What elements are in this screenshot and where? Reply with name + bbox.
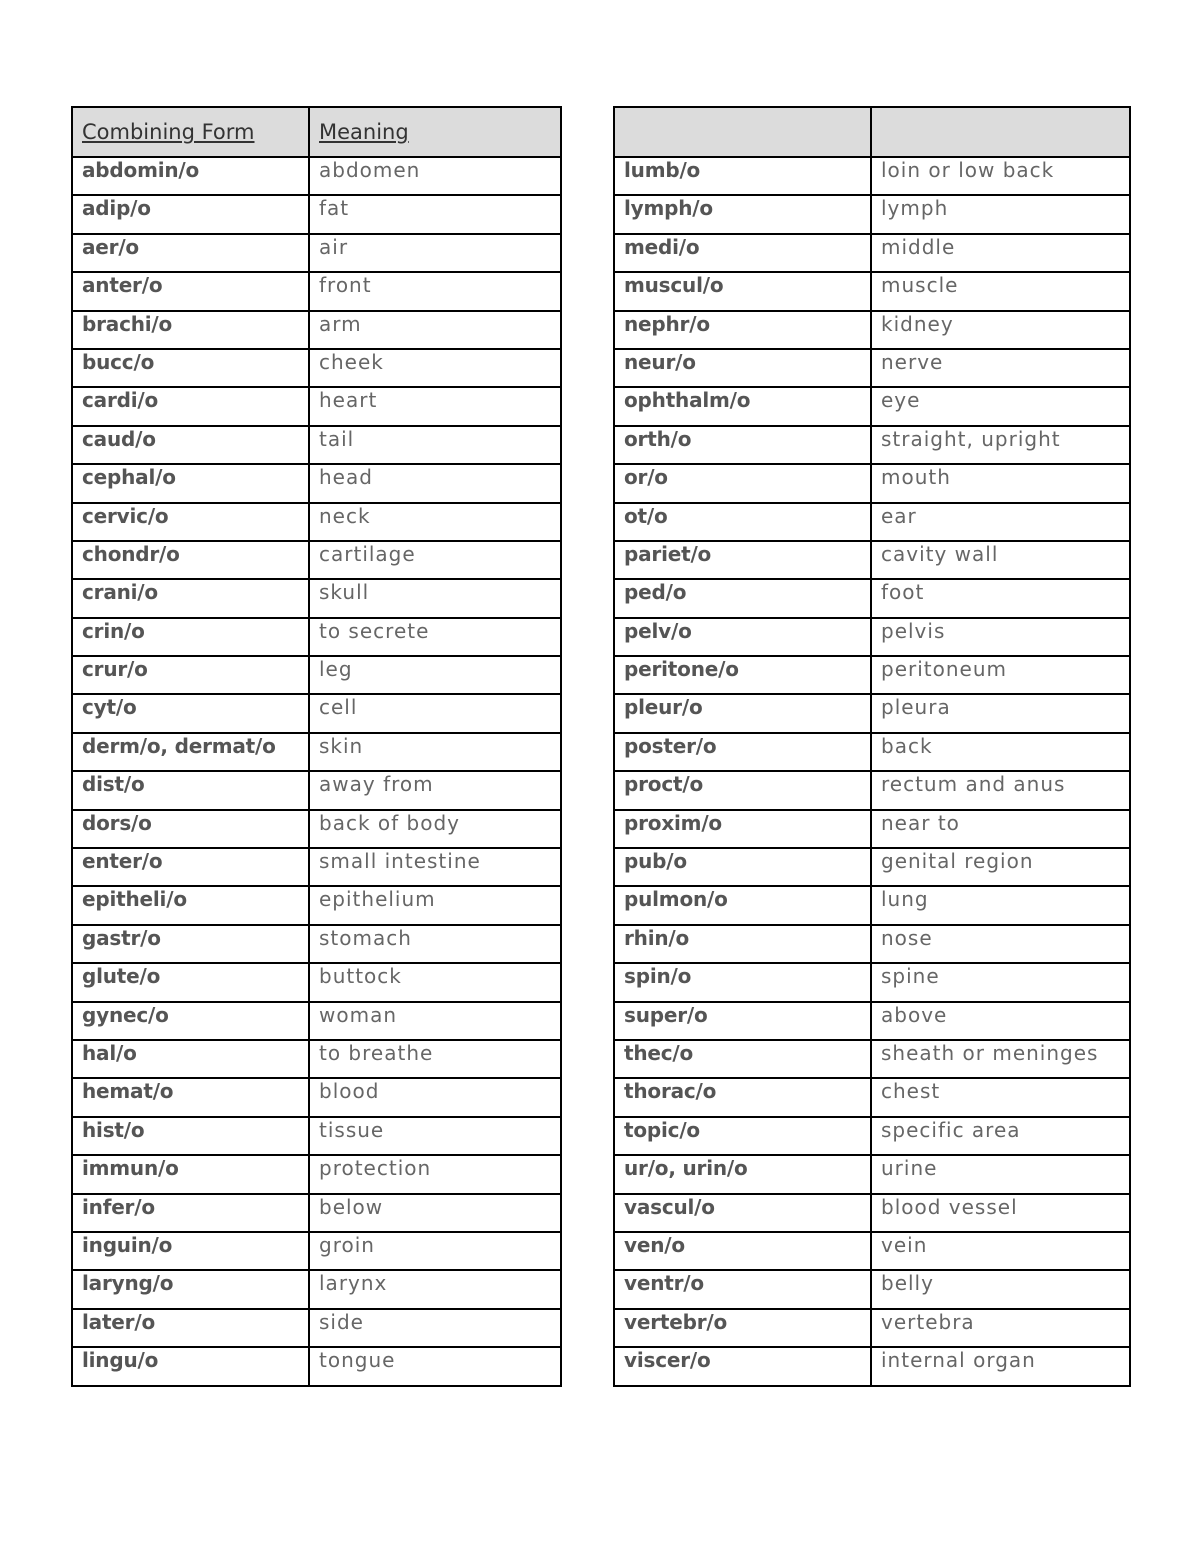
combining-form-cell: adip/o [72,195,309,233]
combining-form-cell: or/o [614,464,871,502]
meaning-cell: straight, upright [871,426,1130,464]
meaning-cell: urine [871,1155,1130,1193]
table-row [614,311,1130,349]
meaning-cell: above [871,1002,1130,1040]
meaning-cell: neck [309,503,561,541]
table-row [72,771,561,809]
meaning-cell: away from [309,771,561,809]
combining-form-cell: peritone/o [614,656,871,694]
table-row [72,1117,561,1155]
combining-form-cell: nephr/o [614,311,871,349]
table-row [614,694,1130,732]
table-row [72,272,561,310]
combining-form-cell: anter/o [72,272,309,310]
table-row [614,1002,1130,1040]
combining-form-cell: muscul/o [614,272,871,310]
table-row [614,195,1130,233]
combining-form-cell: crani/o [72,579,309,617]
meaning-cell: foot [871,579,1130,617]
combining-form-cell: thorac/o [614,1078,871,1116]
table-row [72,1002,561,1040]
combining-form-cell: ped/o [614,579,871,617]
combining-form-cell: pulmon/o [614,886,871,924]
meaning-cell: kidney [871,311,1130,349]
combining-form-cell: proct/o [614,771,871,809]
meaning-cell: lymph [871,195,1130,233]
meaning-cell: to secrete [309,618,561,656]
meaning-cell: near to [871,810,1130,848]
meaning-cell: groin [309,1232,561,1270]
table-row [72,311,561,349]
combining-form-cell: cardi/o [72,387,309,425]
combining-form-cell: super/o [614,1002,871,1040]
table-row [72,464,561,502]
table-row [614,886,1130,924]
table-row [614,234,1130,272]
table-row [614,963,1130,1001]
table-row [614,1194,1130,1232]
header-cell-empty [614,107,871,157]
meaning-cell: specific area [871,1117,1130,1155]
combining-form-cell: dors/o [72,810,309,848]
table-row [72,1309,561,1347]
header-combining-form-label: Combining Form [82,120,255,144]
table-row [72,1078,561,1116]
meaning-cell: abdomen [309,157,561,195]
meaning-cell: skin [309,733,561,771]
combining-form-cell: vascul/o [614,1194,871,1232]
combining-form-cell: abdomin/o [72,157,309,195]
table-row [614,349,1130,387]
combining-form-cell: later/o [72,1309,309,1347]
combining-form-cell: ur/o, urin/o [614,1155,871,1193]
combining-form-cell: pelv/o [614,618,871,656]
table-row [614,1040,1130,1078]
combining-form-cell: pariet/o [614,541,871,579]
header-meaning-label: Meaning [319,120,409,144]
table-row [72,1040,561,1078]
meaning-cell: peritoneum [871,656,1130,694]
combining-form-cell: crin/o [72,618,309,656]
meaning-cell: belly [871,1270,1130,1308]
meaning-cell: larynx [309,1270,561,1308]
meaning-cell: small intestine [309,848,561,886]
meaning-cell: epithelium [309,886,561,924]
table-row [614,848,1130,886]
table-row [614,925,1130,963]
meaning-cell: nerve [871,349,1130,387]
meaning-cell: cavity wall [871,541,1130,579]
meaning-cell: sheath or meninges [871,1040,1130,1078]
table-header-row [72,107,561,157]
table-row [72,387,561,425]
meaning-cell: tail [309,426,561,464]
combining-form-cell: laryng/o [72,1270,309,1308]
meaning-cell: genital region [871,848,1130,886]
header-cell-empty [871,107,1130,157]
table-row [72,503,561,541]
combining-form-cell: hemat/o [72,1078,309,1116]
table-row [614,1078,1130,1116]
table-row [72,656,561,694]
meaning-cell: side [309,1309,561,1347]
combining-form-cell: ven/o [614,1232,871,1270]
combining-form-cell: hist/o [72,1117,309,1155]
combining-form-cell: dist/o [72,771,309,809]
combining-form-cell: cephal/o [72,464,309,502]
meaning-cell: spine [871,963,1130,1001]
table-row [72,234,561,272]
meaning-cell: lung [871,886,1130,924]
combining-form-cell: brachi/o [72,311,309,349]
combining-form-cell: pleur/o [614,694,871,732]
table-row [72,963,561,1001]
meaning-cell: rectum and anus [871,771,1130,809]
combining-form-cell: gynec/o [72,1002,309,1040]
meaning-cell: arm [309,311,561,349]
combining-form-cell: thec/o [614,1040,871,1078]
meaning-cell: stomach [309,925,561,963]
combining-form-cell: crur/o [72,656,309,694]
combining-form-cell: bucc/o [72,349,309,387]
combining-form-cell: rhin/o [614,925,871,963]
combining-form-cell: enter/o [72,848,309,886]
meaning-cell: below [309,1194,561,1232]
combining-form-cell: orth/o [614,426,871,464]
combining-form-cell: cervic/o [72,503,309,541]
header-meaning [309,107,561,157]
meaning-cell: blood [309,1078,561,1116]
combining-form-cell: lumb/o [614,157,871,195]
table-row [72,810,561,848]
table-row [614,426,1130,464]
table-row [72,1232,561,1270]
meaning-cell: blood vessel [871,1194,1130,1232]
combining-form-cell: caud/o [72,426,309,464]
meaning-cell: heart [309,387,561,425]
meaning-cell: to breathe [309,1040,561,1078]
meaning-cell: vertebra [871,1309,1130,1347]
meaning-cell: woman [309,1002,561,1040]
combining-form-cell: hal/o [72,1040,309,1078]
table-row [72,694,561,732]
combining-form-cell: medi/o [614,234,871,272]
combining-form-cell: ventr/o [614,1270,871,1308]
meaning-cell: back of body [309,810,561,848]
table-row [614,618,1130,656]
meaning-cell: muscle [871,272,1130,310]
meaning-cell: front [309,272,561,310]
combining-form-cell: epitheli/o [72,886,309,924]
table-row [614,1347,1130,1385]
meaning-cell: buttock [309,963,561,1001]
table-row [614,272,1130,310]
combining-form-cell: ot/o [614,503,871,541]
meaning-cell: tongue [309,1347,561,1385]
combining-form-cell: topic/o [614,1117,871,1155]
combining-forms-table-left [71,106,562,1387]
meaning-cell: ear [871,503,1130,541]
table-row [72,426,561,464]
combining-form-cell: lymph/o [614,195,871,233]
combining-form-cell: glute/o [72,963,309,1001]
meaning-cell: nose [871,925,1130,963]
combining-form-cell: chondr/o [72,541,309,579]
combining-form-cell: neur/o [614,349,871,387]
table-row [72,157,561,195]
meaning-cell: loin or low back [871,157,1130,195]
table-row [614,503,1130,541]
meaning-cell: skull [309,579,561,617]
meaning-cell: tissue [309,1117,561,1155]
table-row [614,733,1130,771]
combining-form-cell: viscer/o [614,1347,871,1385]
table-row [614,1232,1130,1270]
combining-form-cell: inguin/o [72,1232,309,1270]
table-row [614,1117,1130,1155]
table-row [614,1309,1130,1347]
meaning-cell: cell [309,694,561,732]
table-header-row [614,107,1130,157]
meaning-cell: cheek [309,349,561,387]
table-row [614,1270,1130,1308]
meaning-cell: pleura [871,694,1130,732]
table-row [72,349,561,387]
table-row [614,464,1130,502]
meaning-cell: protection [309,1155,561,1193]
header-combining-form [72,107,309,157]
meaning-cell: fat [309,195,561,233]
meaning-cell: mouth [871,464,1130,502]
meaning-cell: vein [871,1232,1130,1270]
table-row [614,810,1130,848]
combining-form-cell: poster/o [614,733,871,771]
table-row [72,195,561,233]
combining-form-cell: immun/o [72,1155,309,1193]
meaning-cell: middle [871,234,1130,272]
table-row [72,848,561,886]
combining-form-cell: ophthalm/o [614,387,871,425]
table-row [72,1270,561,1308]
meaning-cell: leg [309,656,561,694]
combining-forms-table-right [613,106,1131,1387]
meaning-cell: eye [871,387,1130,425]
combining-form-cell: pub/o [614,848,871,886]
combining-form-cell: derm/o, dermat/o [72,733,309,771]
combining-form-cell: gastr/o [72,925,309,963]
table-row [72,1155,561,1193]
meaning-cell: cartilage [309,541,561,579]
table-row [72,1347,561,1385]
combining-form-cell: vertebr/o [614,1309,871,1347]
table-row [614,541,1130,579]
meaning-cell: air [309,234,561,272]
combining-form-cell: infer/o [72,1194,309,1232]
table-row [72,579,561,617]
meaning-cell: head [309,464,561,502]
meaning-cell: pelvis [871,618,1130,656]
combining-form-cell: aer/o [72,234,309,272]
table-row [614,656,1130,694]
table-row [72,886,561,924]
combining-form-cell: proxim/o [614,810,871,848]
meaning-cell: internal organ [871,1347,1130,1385]
combining-form-cell: spin/o [614,963,871,1001]
table-row [614,771,1130,809]
combining-form-cell: cyt/o [72,694,309,732]
table-row [72,733,561,771]
table-row [614,387,1130,425]
meaning-cell: chest [871,1078,1130,1116]
table-row [72,541,561,579]
table-row [72,925,561,963]
meaning-cell: back [871,733,1130,771]
combining-form-cell: lingu/o [72,1347,309,1385]
table-row [72,1194,561,1232]
table-row [614,579,1130,617]
table-row [72,618,561,656]
table-row [614,157,1130,195]
table-row [614,1155,1130,1193]
